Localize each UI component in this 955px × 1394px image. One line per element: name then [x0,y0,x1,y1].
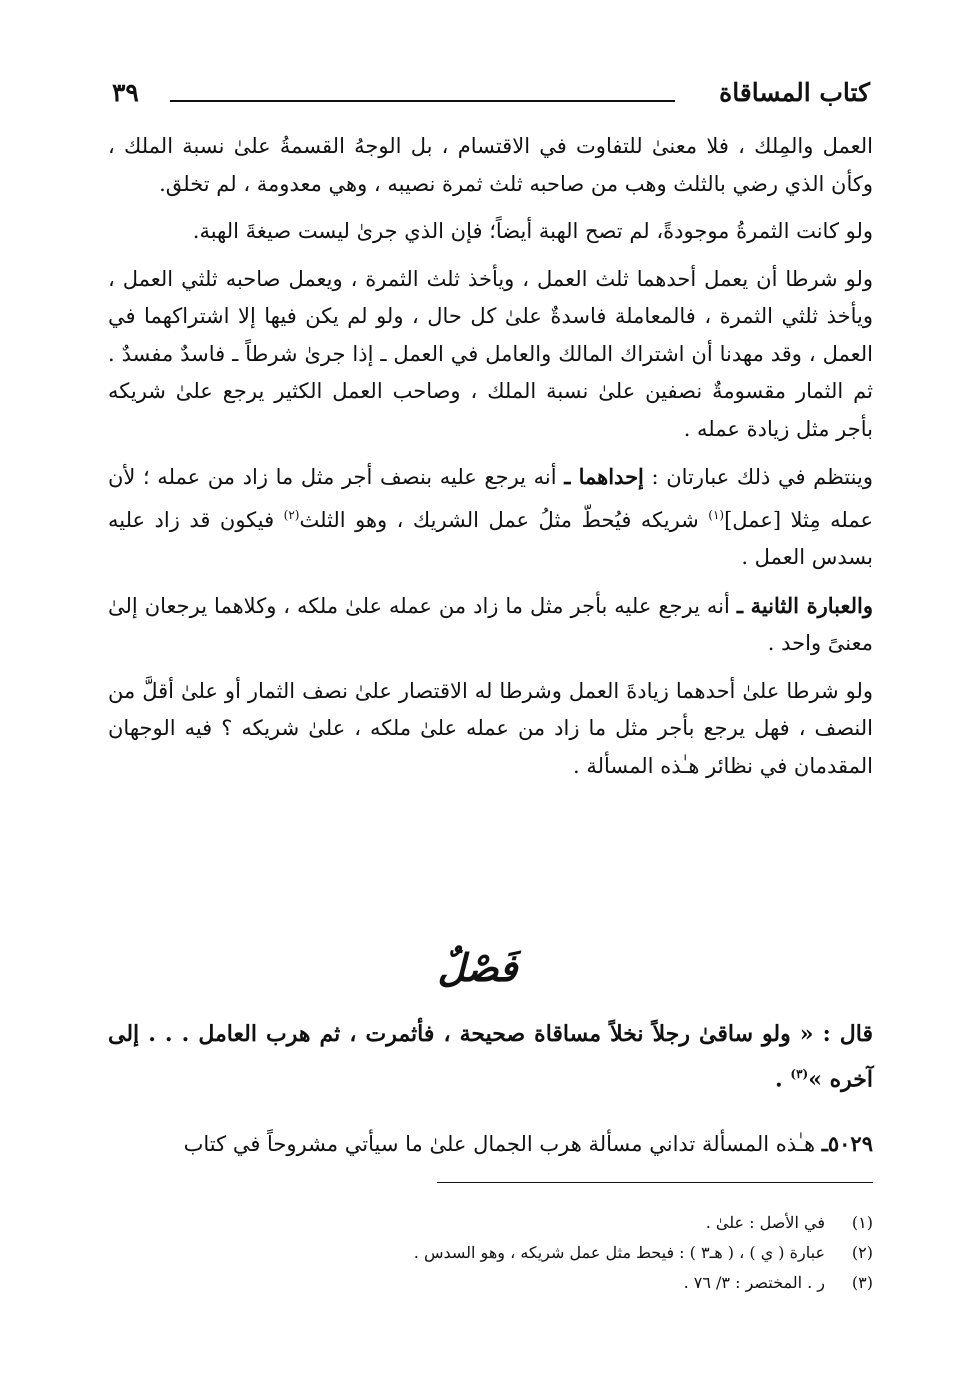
footnote-2 [108,1238,873,1268]
footnote-text: عبارة ( ي ) ، ( هـ٣ ) : فيحط مثل عمل شريكه ، وهو السدس . [413,1243,825,1262]
paragraph-4 [108,458,873,577]
section-paragraph [108,1125,873,1164]
paragraph-1: العمل والمِلك ، فلا معنىٰ للتفاوت في الاقتسام ، بل الوجهُ القسمةُ علىٰ نسبة الملك ، وكأن الذي رضي بالثلث وهب من صاحبه ثلث ثمرة نصيبه ، وهي معدومة ، لم تخلق. [108,134,873,196]
chapter-title: كتاب المساقاة [719,78,870,107]
paragraph-5 [108,587,873,663]
qala-paragraph [108,1014,873,1099]
paragraph-3: ولو شرطا أن يعمل أحدهما ثلث العمل ، ويأخذ ثلث الثمرة ، ويعمل صاحبه ثلثي العمل ، ويأخذ ثلثي الثمرة ، فالمعاملة فاسدةٌ علىٰ كل حال ، ولو لم يكن فيها إلا اشتراكهما في العمل ، وقد مهدنا أن اشتراك المالك والعامل في العمل ـ إذا جرىٰ شرطاً ـ فاسدٌ مفسدٌ . ثم الثمار مقسومةٌ نصفين علىٰ نسبة الملك ، وصاحب العمل الكثير يرجع علىٰ شريكه بأجر مثل زيادة عمله . [108,266,873,441]
main-text [108,128,873,785]
qala-text: قال : « ولو ساقىٰ رجلاً نخلاً مساقاة صحيحة ، فأثمرت ، ثم هرب العامل . . . إلى آخره » [108,1021,873,1093]
footnote-number: (٣) [851,1273,873,1292]
footnote-ref-3[interactable]: (٣) [790,1067,809,1081]
para4-text-d: فيكون قد زاد عليه بسدس العمل . [108,507,873,569]
header-rule [170,100,675,102]
para4-bold-lead: إحداهما ـ [564,464,644,489]
para5-text: أنه يرجع عليه بأجر مثل ما زاد من عمله علىٰ ملكه ، وكلاهما يرجعان إلىٰ معنىً واحد . [108,593,873,655]
section-ornament-title: فَصْلٌ [437,945,518,990]
footnote-3 [108,1268,873,1298]
paragraph-2: ولو كانت الثمرةُ موجودةً، لم تصح الهبة أيضاً؛ فإن الذي جرىٰ ليست صيغةَ الهبة. [192,219,873,243]
numbered-section [108,1125,873,1164]
footnotes [108,1208,873,1298]
footnote-ref-2[interactable]: (٢) [283,507,300,522]
footnote-number: (١) [851,1213,873,1232]
running-header [112,78,870,118]
section-text: هـٰذه المسألة تداني مسألة هرب الجمال علىٰ ما سيأتي مشروحاً في كتاب [183,1132,822,1156]
para5-bold-lead: والعبارة الثانية ـ [736,592,873,618]
page-number: ٣٩ [112,78,139,107]
qala-end: . [775,1066,791,1093]
footnote-ref-1[interactable]: (١) [708,507,725,522]
section-number: ٥٠٢٩ـ [821,1131,873,1156]
footnote-text: ر . المختصر : ٣/ ٧٦ . [683,1273,825,1292]
footnote-text: في الأصل : علىٰ . [705,1213,825,1232]
para4-text-c: شريكه فيُحطّ مثلُ عمل الشريك ، وهو الثلث [299,507,709,532]
footnote-1 [108,1208,873,1238]
para4-text-b: أنه يرجع عليه بنصف أجر مثل ما زاد من عمله ؛ لأن عمله مِثلا [عمل] [108,465,874,532]
footnote-number: (٢) [851,1243,873,1262]
para4-text-a: وينتظم في ذلك عبارتان : [643,465,873,489]
footnote-rule [437,1182,873,1183]
quoted-statement [108,1014,873,1099]
paragraph-6: ولو شرطا علىٰ أحدهما زيادةَ العمل وشرطا له الاقتصار علىٰ نصف الثمار أو علىٰ أقلَّ من النصف ، فهل يرجع بأجر مثل ما زاد من عمله علىٰ ملكه ، علىٰ شريكه ؟ فيه الوجهان المقدمان في نظائر هـٰذه المسألة . [108,678,873,778]
